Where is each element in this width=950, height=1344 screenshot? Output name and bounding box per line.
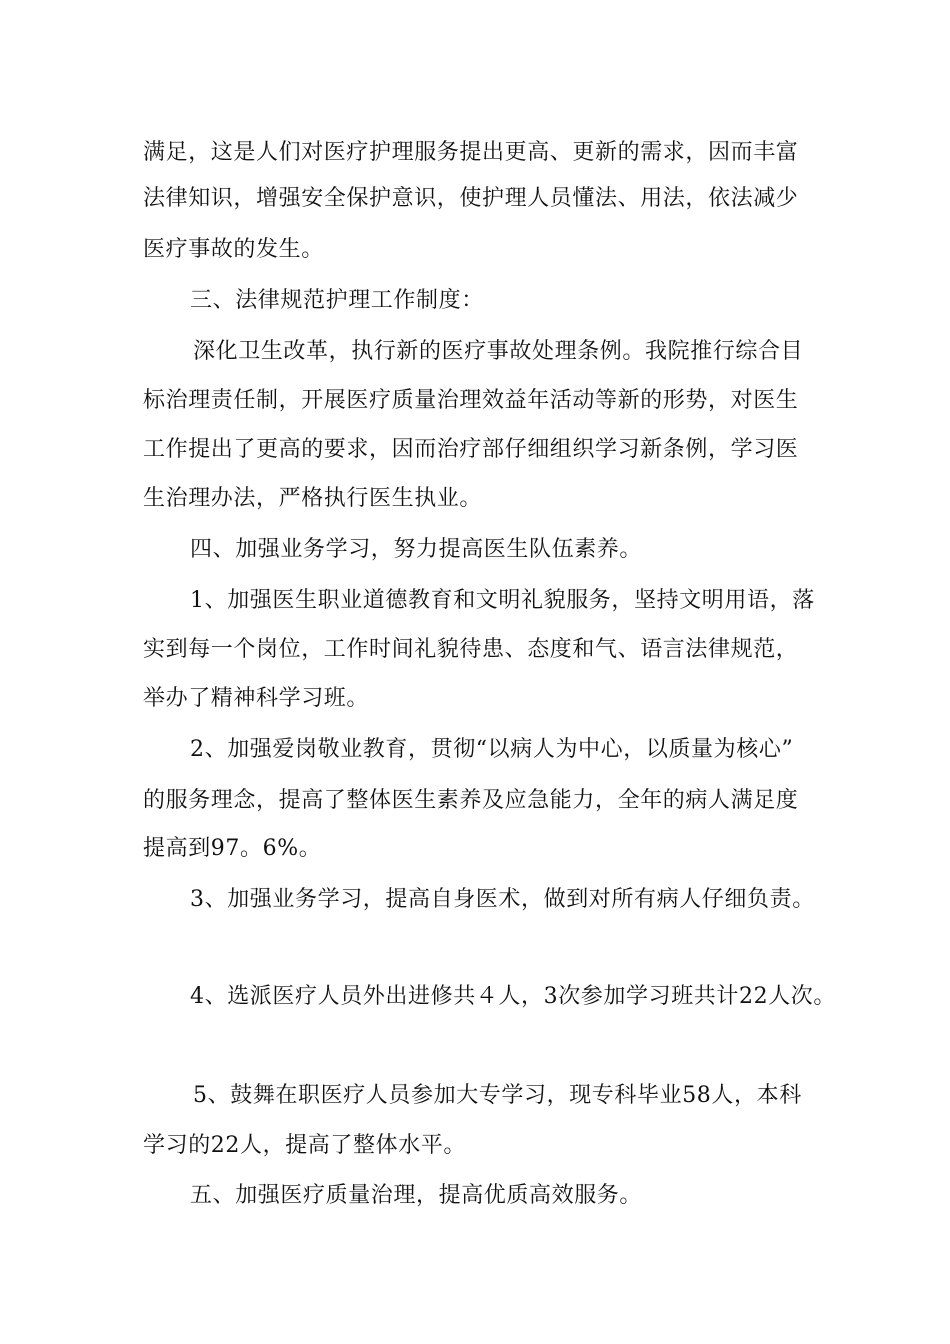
section-heading-5: 五、加强医疗质量治理，提高优质高效服务。: [190, 1183, 643, 1208]
section-heading-3: 三、法律规范护理工作制度：: [190, 288, 484, 313]
list-item-1-line-2: 实到每一个岗位，工作时间礼貌待患、态度和气、语言法律规范，: [143, 637, 799, 662]
body-line-7: 工作提出了更高的要求，因而治疗部仔细组织学习新条例，学习医: [143, 437, 799, 462]
list-item-1-line-3: 举办了精神科学习班。: [143, 686, 370, 711]
list-item-5-line-1: 5、鼓舞在职医疗人员参加大专学习，现专科毕业58人，本科: [193, 1083, 802, 1108]
body-line-1: 满足，这是人们对医疗护理服务提出更高、更新的需求，因而丰富: [143, 140, 799, 165]
body-line-5: 深化卫生改革，执行新的医疗事故处理条例。我院推行综合目: [193, 339, 804, 364]
list-item-1-line-1: 1、加强医生职业道德教育和文明礼貌服务，坚持文明用语，落: [190, 588, 815, 613]
list-item-2-line-2: 的服务理念，提高了整体医生素养及应急能力，全年的病人满足度: [143, 788, 799, 813]
body-line-6: 标治理责任制，开展医疗质量治理效益年活动等新的形势，对医生: [143, 388, 799, 413]
body-line-8: 生治理办法，严格执行医生执业。: [143, 486, 483, 511]
list-item-2-line-3: 提高到97。6%。: [143, 836, 322, 861]
list-item-3: 3、加强业务学习，提高自身医术，做到对所有病人仔细负责。: [190, 887, 815, 912]
list-item-4: 4、选派医疗人员外出进修共４人，3次参加学习班共计22人次。: [190, 984, 836, 1009]
list-item-2-line-1: 2、加强爱岗敬业教育，贯彻“以病人为中心，以质量为核心”: [190, 737, 794, 762]
body-line-3: 医疗事故的发生。: [143, 237, 324, 262]
body-line-2: 法律知识，增强安全保护意识，使护理人员懂法、用法，依法减少: [143, 186, 799, 211]
section-heading-4: 四、加强业务学习，努力提高医生队伍素养。: [190, 537, 643, 562]
list-item-5-line-2: 学习的22人，提高了整体水平。: [143, 1133, 466, 1158]
